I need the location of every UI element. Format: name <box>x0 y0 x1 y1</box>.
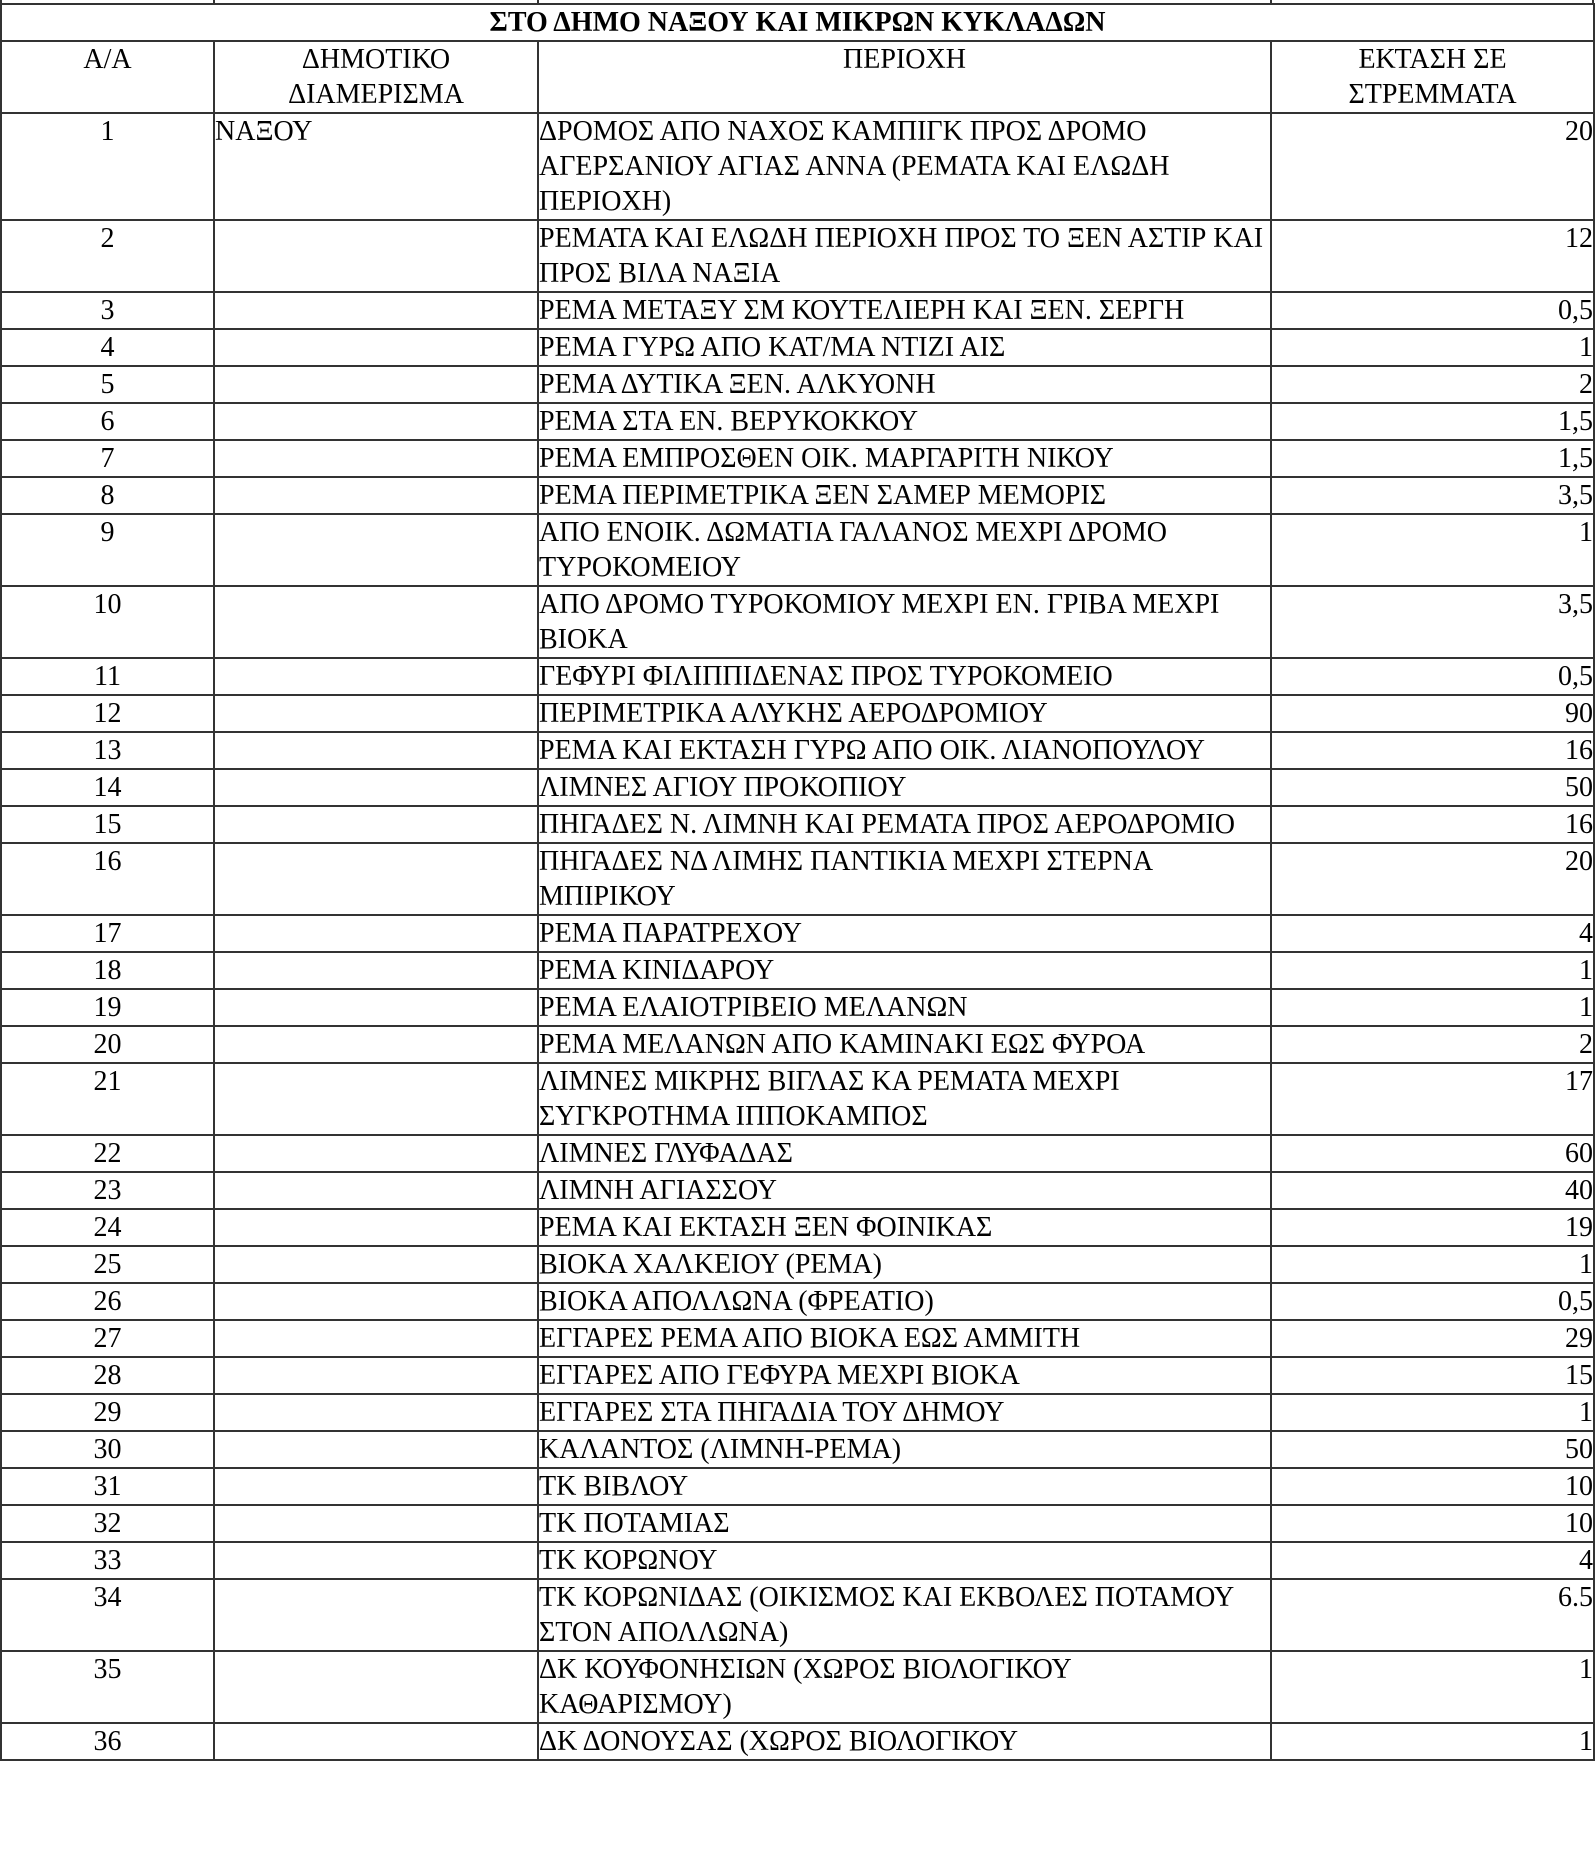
size-cell: 2 <box>1271 366 1594 403</box>
table-row <box>1 477 1594 514</box>
table-row <box>1 1320 1594 1357</box>
district-cell <box>214 514 538 586</box>
table-row <box>1 1431 1594 1468</box>
size-cell: 1 <box>1271 1651 1594 1723</box>
area-cell: ΡΕΜΑ ΠΕΡΙΜΕΤΡΙΚΑ ΞΕΝ ΣΑΜΕΡ ΜΕΜΟΡΙΣ <box>538 477 1271 514</box>
table-row <box>1 1172 1594 1209</box>
row-number: 33 <box>1 1542 214 1579</box>
area-cell: ΤΚ ΒΙΒΛΟΥ <box>538 1468 1271 1505</box>
size-cell: 16 <box>1271 732 1594 769</box>
district-cell <box>214 1246 538 1283</box>
district-cell <box>214 292 538 329</box>
area-cell: ΡΕΜΑΤΑ ΚΑΙ ΕΛΩΔΗ ΠΕΡΙΟΧΗ ΠΡΟΣ ΤΟ ΞΕΝ ΑΣΤΙΡ ΚΑΙ ΠΡΟΣ ΒΙΛΑ ΝΑΞΙΑ <box>538 220 1271 292</box>
area-cell: ΡΕΜΑ ΚΑΙ ΕΚΤΑΣΗ ΞΕΝ ΦΟΙΝΙΚΑΣ <box>538 1209 1271 1246</box>
area-cell: ΓΕΦΥΡΙ ΦΙΛΙΠΠΙΔΕΝΑΣ ΠΡΟΣ ΤΥΡΟΚΟΜΕΙΟ <box>538 658 1271 695</box>
table-row <box>1 366 1594 403</box>
table-row <box>1 1394 1594 1431</box>
table-header-row <box>1 41 1594 113</box>
area-cell: ΑΠΟ ΔΡΟΜΟ ΤΥΡΟΚΟΜΙΟΥ ΜΕΧΡΙ ΕΝ. ΓΡΙΒΑ ΜΕΧΡΙ ΒΙΟΚΑ <box>538 586 1271 658</box>
table-row <box>1 1135 1594 1172</box>
table-row <box>1 1026 1594 1063</box>
header-aa: Α/Α <box>1 41 214 113</box>
size-cell: 0,5 <box>1271 292 1594 329</box>
row-number: 3 <box>1 292 214 329</box>
row-number: 21 <box>1 1063 214 1135</box>
district-cell <box>214 695 538 732</box>
table-row <box>1 658 1594 695</box>
row-number: 22 <box>1 1135 214 1172</box>
area-cell: ΤΚ ΚΟΡΩΝΟΥ <box>538 1542 1271 1579</box>
size-cell: 3,5 <box>1271 586 1594 658</box>
size-cell: 50 <box>1271 769 1594 806</box>
row-number: 19 <box>1 989 214 1026</box>
size-cell: 2 <box>1271 1026 1594 1063</box>
district-cell: ΝΑΞΟΥ <box>214 113 538 220</box>
area-cell: ΛΙΜΝΕΣ ΑΓΙΟΥ ΠΡΟΚΟΠΙΟΥ <box>538 769 1271 806</box>
table-row <box>1 843 1594 915</box>
row-number: 11 <box>1 658 214 695</box>
area-cell: ΛΙΜΝΕΣ ΜΙΚΡΗΣ ΒΙΓΛΑΣ ΚΑ ΡΕΜΑΤΑ ΜΕΧΡΙ ΣΥΓΚΡΟΤΗΜΑ ΙΠΠΟΚΑΜΠΟΣ <box>538 1063 1271 1135</box>
district-cell <box>214 1063 538 1135</box>
size-cell: 1 <box>1271 1394 1594 1431</box>
district-cell <box>214 1651 538 1723</box>
row-number: 36 <box>1 1723 214 1760</box>
row-number: 30 <box>1 1431 214 1468</box>
row-number: 1 <box>1 113 214 220</box>
table-row <box>1 113 1594 220</box>
area-cell: ΔΡΟΜΟΣ ΑΠΟ ΝΑΧΟΣ ΚΑΜΠΙΓΚ ΠΡΟΣ ΔΡΟΜΟ ΑΓΕΡΣΑΝΙΟΥ ΑΓΙΑΣ ΑΝΝΑ (ΡΕΜΑΤΑ ΚΑΙ ΕΛΩΔΗ ΠΕΡΙΟΧΗ) <box>538 113 1271 220</box>
district-cell <box>214 732 538 769</box>
table-row <box>1 220 1594 292</box>
district-cell <box>214 1468 538 1505</box>
row-number: 31 <box>1 1468 214 1505</box>
area-cell: ΚΑΛΑΝΤΟΣ (ΛΙΜΝΗ-ΡΕΜΑ) <box>538 1431 1271 1468</box>
area-cell: ΡΕΜΑ ΣΤΑ ΕΝ. ΒΕΡΥΚΟΚΚΟΥ <box>538 403 1271 440</box>
size-cell: 20 <box>1271 113 1594 220</box>
size-cell: 60 <box>1271 1135 1594 1172</box>
district-cell <box>214 1579 538 1651</box>
size-cell: 40 <box>1271 1172 1594 1209</box>
table-row <box>1 586 1594 658</box>
size-cell: 90 <box>1271 695 1594 732</box>
row-number: 35 <box>1 1651 214 1723</box>
district-cell <box>214 1209 538 1246</box>
district-cell <box>214 843 538 915</box>
district-cell <box>214 1723 538 1760</box>
table-row <box>1 1283 1594 1320</box>
size-cell: 0,5 <box>1271 1283 1594 1320</box>
size-cell: 1 <box>1271 1723 1594 1760</box>
district-cell <box>214 440 538 477</box>
size-cell: 1 <box>1271 329 1594 366</box>
size-cell: 19 <box>1271 1209 1594 1246</box>
row-number: 13 <box>1 732 214 769</box>
table-row <box>1 1542 1594 1579</box>
table-row <box>1 915 1594 952</box>
row-number: 27 <box>1 1320 214 1357</box>
area-cell: ΡΕΜΑ ΔΥΤΙΚΑ ΞΕΝ. ΑΛΚΥΟΝΗ <box>538 366 1271 403</box>
size-cell: 12 <box>1271 220 1594 292</box>
table-row <box>1 1357 1594 1394</box>
size-cell: 0,5 <box>1271 658 1594 695</box>
table-row <box>1 1579 1594 1651</box>
row-number: 8 <box>1 477 214 514</box>
district-cell <box>214 806 538 843</box>
table-row <box>1 292 1594 329</box>
district-cell <box>214 1135 538 1172</box>
district-cell <box>214 989 538 1026</box>
table-body <box>1 113 1594 1760</box>
row-number: 34 <box>1 1579 214 1651</box>
table-title: ΣΤΟ ΔΗΜΟ ΝΑΞΟΥ ΚΑΙ ΜΙΚΡΩΝ ΚΥΚΛΑΔΩΝ <box>1 4 1594 41</box>
area-cell: ΡΕΜΑ ΜΕΤΑΞΥ ΣΜ ΚΟΥΤΕΛΙΕΡΗ ΚΑΙ ΞΕΝ. ΣΕΡΓΗ <box>538 292 1271 329</box>
row-number: 25 <box>1 1246 214 1283</box>
area-cell: ΠΗΓΑΔΕΣ ΝΔ ΛΙΜΗΣ ΠΑΝΤΙΚΙΑ ΜΕΧΡΙ ΣΤΕΡΝΑ ΜΠΙΡΙΚΟΥ <box>538 843 1271 915</box>
district-cell <box>214 477 538 514</box>
area-cell: ΡΕΜΑ ΚΙΝΙΔΑΡΟΥ <box>538 952 1271 989</box>
size-cell: 10 <box>1271 1468 1594 1505</box>
district-cell <box>214 586 538 658</box>
area-cell: ΡΕΜΑ ΠΑΡΑΤΡΕΧΟΥ <box>538 915 1271 952</box>
row-number: 17 <box>1 915 214 952</box>
size-cell: 1 <box>1271 952 1594 989</box>
row-number: 24 <box>1 1209 214 1246</box>
size-cell: 29 <box>1271 1320 1594 1357</box>
area-cell: ΕΓΓΑΡΕΣ ΣΤΑ ΠΗΓΑΔΙΑ ΤΟΥ ΔΗΜΟΥ <box>538 1394 1271 1431</box>
row-number: 14 <box>1 769 214 806</box>
area-cell: ΕΓΓΑΡΕΣ ΑΠΟ ΓΕΦΥΡΑ ΜΕΧΡΙ ΒΙΟΚΑ <box>538 1357 1271 1394</box>
table-row <box>1 514 1594 586</box>
area-cell: ΒΙΟΚΑ ΧΑΛΚΕΙΟΥ (ΡΕΜΑ) <box>538 1246 1271 1283</box>
table-title-row <box>1 4 1594 41</box>
table-row <box>1 1468 1594 1505</box>
district-cell <box>214 1283 538 1320</box>
header-area: ΠΕΡΙΟΧΗ <box>538 41 1271 113</box>
size-cell: 4 <box>1271 1542 1594 1579</box>
area-cell: ΡΕΜΑ ΚΑΙ ΕΚΤΑΣΗ ΓΥΡΩ ΑΠΟ ΟΙΚ. ΛΙΑΝΟΠΟΥΛΟΥ <box>538 732 1271 769</box>
table-row <box>1 695 1594 732</box>
table-row <box>1 440 1594 477</box>
area-cell: ΕΓΓΑΡΕΣ ΡΕΜΑ ΑΠΟ ΒΙΟΚΑ ΕΩΣ ΑΜΜΙΤΗ <box>538 1320 1271 1357</box>
table-row <box>1 952 1594 989</box>
row-number: 28 <box>1 1357 214 1394</box>
district-cell <box>214 1357 538 1394</box>
row-number: 18 <box>1 952 214 989</box>
area-cell: ΑΠΟ ΕΝΟΙΚ. ΔΩΜΑΤΙΑ ΓΑΛΑΝΟΣ ΜΕΧΡΙ ΔΡΟΜΟ ΤΥΡΟΚΟΜΕΙΟΥ <box>538 514 1271 586</box>
district-cell <box>214 915 538 952</box>
table-row <box>1 403 1594 440</box>
district-cell <box>214 1394 538 1431</box>
area-cell: ΠΕΡΙΜΕΤΡΙΚΑ ΑΛΥΚΗΣ ΑΕΡΟΔΡΟΜΙΟΥ <box>538 695 1271 732</box>
size-cell: 6.5 <box>1271 1579 1594 1651</box>
size-cell: 16 <box>1271 806 1594 843</box>
size-cell: 1,5 <box>1271 440 1594 477</box>
header-district: ΔΗΜΟΤΙΚΟ ΔΙΑΜΕΡΙΣΜΑ <box>214 41 538 113</box>
district-cell <box>214 769 538 806</box>
table-row <box>1 1246 1594 1283</box>
row-number: 9 <box>1 514 214 586</box>
district-cell <box>214 329 538 366</box>
size-cell: 1 <box>1271 989 1594 1026</box>
district-cell <box>214 1542 538 1579</box>
size-cell: 17 <box>1271 1063 1594 1135</box>
area-cell: ΡΕΜΑ ΕΛΑΙΟΤΡΙΒΕΙΟ ΜΕΛΑΝΩΝ <box>538 989 1271 1026</box>
area-cell: ΒΙΟΚΑ ΑΠΟΛΛΩΝΑ (ΦΡΕΑΤΙΟ) <box>538 1283 1271 1320</box>
size-cell: 15 <box>1271 1357 1594 1394</box>
district-cell <box>214 1505 538 1542</box>
header-size: ΕΚΤΑΣΗ ΣΕ ΣΤΡΕΜΜΑΤΑ <box>1271 41 1594 113</box>
area-cell: ΠΗΓΑΔΕΣ Ν. ΛΙΜΝΗ ΚΑΙ ΡΕΜΑΤΑ ΠΡΟΣ ΑΕΡΟΔΡΟΜΙΟ <box>538 806 1271 843</box>
table-row <box>1 806 1594 843</box>
table-row <box>1 1209 1594 1246</box>
area-cell: ΛΙΜΝΕΣ ΓΛΥΦΑΔΑΣ <box>538 1135 1271 1172</box>
row-number: 10 <box>1 586 214 658</box>
row-number: 15 <box>1 806 214 843</box>
row-number: 29 <box>1 1394 214 1431</box>
row-number: 12 <box>1 695 214 732</box>
area-cell: ΔΚ ΚΟΥΦΟΝΗΣΙΩΝ (ΧΩΡΟΣ ΒΙΟΛΟΓΙΚΟΥ ΚΑΘΑΡΙΣΜΟΥ) <box>538 1651 1271 1723</box>
area-cell: ΤΚ ΚΟΡΩΝΙΔΑΣ (ΟΙΚΙΣΜΟΣ ΚΑΙ ΕΚΒΟΛΕΣ ΠΟΤΑΜΟΥ ΣΤΟΝ ΑΠΟΛΛΩΝΑ) <box>538 1579 1271 1651</box>
area-cell: ΤΚ ΠΟΤΑΜΙΑΣ <box>538 1505 1271 1542</box>
district-cell <box>214 1026 538 1063</box>
size-cell: 3,5 <box>1271 477 1594 514</box>
size-cell: 1 <box>1271 514 1594 586</box>
district-cell <box>214 403 538 440</box>
row-number: 7 <box>1 440 214 477</box>
row-number: 2 <box>1 220 214 292</box>
area-cell: ΔΚ ΔΟΝΟΥΣΑΣ (ΧΩΡΟΣ ΒΙΟΛΟΓΙΚΟΥ <box>538 1723 1271 1760</box>
size-cell: 10 <box>1271 1505 1594 1542</box>
district-cell <box>214 1320 538 1357</box>
row-number: 32 <box>1 1505 214 1542</box>
row-number: 4 <box>1 329 214 366</box>
row-number: 26 <box>1 1283 214 1320</box>
area-cell: ΡΕΜΑ ΓΥΡΩ ΑΠΟ ΚΑΤ/ΜΑ ΝΤΙΖΙ ΑΙΣ <box>538 329 1271 366</box>
row-number: 6 <box>1 403 214 440</box>
table-row <box>1 1505 1594 1542</box>
table-row <box>1 1063 1594 1135</box>
area-cell: ΛΙΜΝΗ ΑΓΙΑΣΣΟΥ <box>538 1172 1271 1209</box>
district-cell <box>214 952 538 989</box>
size-cell: 1 <box>1271 1246 1594 1283</box>
size-cell: 4 <box>1271 915 1594 952</box>
row-number: 23 <box>1 1172 214 1209</box>
district-cell <box>214 1172 538 1209</box>
district-cell <box>214 1431 538 1468</box>
wetlands-table <box>0 3 1595 1761</box>
table-row <box>1 732 1594 769</box>
district-cell <box>214 366 538 403</box>
table-row <box>1 1651 1594 1723</box>
area-cell: ΡΕΜΑ ΕΜΠΡΟΣΘΕΝ ΟΙΚ. ΜΑΡΓΑΡΙΤΗ ΝΙΚΟΥ <box>538 440 1271 477</box>
table-row <box>1 989 1594 1026</box>
table-row <box>1 329 1594 366</box>
row-number: 16 <box>1 843 214 915</box>
size-cell: 50 <box>1271 1431 1594 1468</box>
row-number: 20 <box>1 1026 214 1063</box>
row-number: 5 <box>1 366 214 403</box>
size-cell: 1,5 <box>1271 403 1594 440</box>
table-row <box>1 1723 1594 1760</box>
size-cell: 20 <box>1271 843 1594 915</box>
district-cell <box>214 658 538 695</box>
district-cell <box>214 220 538 292</box>
area-cell: ΡΕΜΑ ΜΕΛΑΝΩΝ ΑΠΟ ΚΑΜΙΝΑΚΙ ΕΩΣ ΦΥΡΟΑ <box>538 1026 1271 1063</box>
table-row <box>1 769 1594 806</box>
